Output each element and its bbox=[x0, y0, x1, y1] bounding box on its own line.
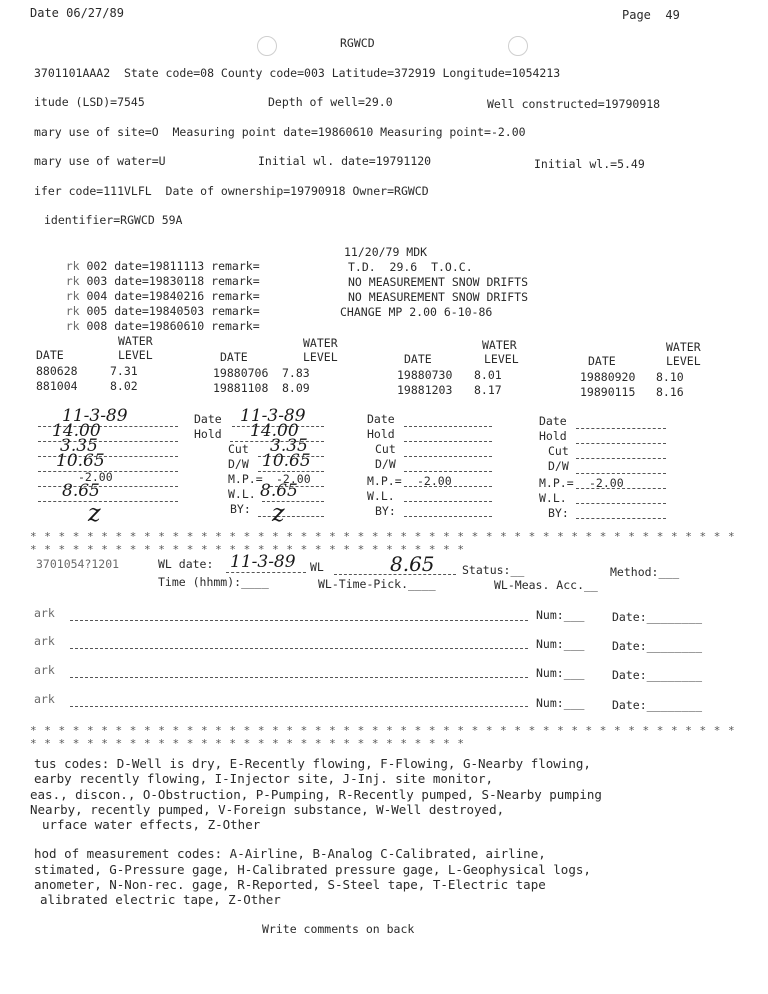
hand-cut[interactable]: 3.35 bbox=[270, 436, 308, 456]
legend-line: tus codes: D-Well is dry, E-Recently flowing, F-Flowing, G-Nearby flowing, bbox=[34, 756, 591, 771]
cut-field[interactable] bbox=[576, 458, 666, 459]
by-label: BY: bbox=[230, 502, 251, 516]
hold-label: Hold bbox=[539, 429, 567, 443]
hand-by[interactable]: z bbox=[272, 499, 285, 527]
remark-row: rk 008 date=19860610 remark= bbox=[65, 319, 260, 333]
remark-entry-num: Num:___ bbox=[536, 637, 585, 651]
remark-entry-date: Date:________ bbox=[612, 668, 703, 682]
wl-field[interactable] bbox=[404, 501, 492, 502]
footer-note: Write comments on back bbox=[262, 922, 415, 936]
dw-field[interactable] bbox=[576, 473, 666, 474]
remark-label: remark= bbox=[211, 289, 260, 303]
hand-by[interactable]: z bbox=[88, 499, 101, 527]
site-line-3: mary use of site=O Measuring point date=19860610 Measuring point=-2.00 bbox=[34, 125, 526, 139]
level-value: 8.09 bbox=[282, 381, 310, 395]
remark-date: 19830118 bbox=[148, 274, 205, 288]
remark-num: 005 bbox=[86, 304, 108, 318]
remark-entry-num: Num:___ bbox=[536, 666, 585, 680]
by-field[interactable] bbox=[576, 518, 666, 519]
site-identifier: identifier=RGWCD 59A bbox=[44, 213, 183, 227]
remark-entry-field[interactable] bbox=[70, 706, 528, 707]
mp-value: -2.00 bbox=[417, 474, 452, 488]
remark-date: 19840216 bbox=[148, 289, 205, 303]
agency-title: RGWCD bbox=[340, 36, 375, 50]
mp-label: M.P.= bbox=[539, 476, 574, 490]
by-field[interactable] bbox=[404, 516, 492, 517]
level-date: 19881108 bbox=[213, 381, 269, 395]
col-header-level: LEVEL bbox=[666, 354, 701, 368]
level-value: 7.31 bbox=[110, 364, 138, 378]
legend-line: eas., discon., O-Obstruction, P-Pumping, R-Recently pumped, S-Nearby pumping bbox=[30, 787, 602, 802]
hand-date[interactable]: 11-3-89 bbox=[240, 406, 306, 426]
hand-cut[interactable]: 3.35 bbox=[60, 436, 98, 456]
entry-site-id: 3701054?1201 bbox=[36, 557, 120, 571]
well-depth: Depth of well=29.0 bbox=[268, 95, 393, 109]
remark-label: remark= bbox=[211, 274, 260, 288]
page-number: Page 49 bbox=[622, 8, 680, 22]
remark-entry-date: Date:________ bbox=[612, 610, 703, 624]
remark-prefix: rk bbox=[65, 274, 80, 288]
time-label: Time (hhmm):____ bbox=[158, 575, 269, 589]
by-label: BY: bbox=[375, 504, 396, 518]
wl-time-pick-label: WL-Time-Pick.____ bbox=[318, 577, 436, 591]
initial-wl-date: Initial wl. date=19791120 bbox=[258, 154, 432, 168]
site-line-1: 3701101AAA2 State code=08 County code=003 Latitude=372919 Longitude=1054213 bbox=[34, 66, 561, 80]
col-header-level: LEVEL bbox=[484, 352, 519, 366]
col-header-water: WATER bbox=[303, 336, 338, 350]
mp-field[interactable] bbox=[576, 488, 666, 489]
water-use: mary use of water=U bbox=[34, 154, 166, 168]
dw-field[interactable] bbox=[404, 471, 492, 472]
report-date: Date 06/27/89 bbox=[30, 6, 124, 20]
remark-row: rk 005 date=19840503 remark= bbox=[65, 304, 260, 318]
binder-hole-right bbox=[508, 36, 528, 56]
remark-entry-num: Num:___ bbox=[536, 608, 585, 622]
date-field[interactable] bbox=[576, 428, 666, 429]
mp-label: M.P.= bbox=[228, 472, 263, 486]
wl-field[interactable] bbox=[576, 503, 666, 504]
col-header-water: WATER bbox=[118, 334, 153, 348]
remark-prefix: rk bbox=[65, 289, 80, 303]
mp-label: M.P.= bbox=[367, 474, 402, 488]
col-header-date: DATE bbox=[220, 350, 248, 364]
remark-row: rk 004 date=19840216 remark= bbox=[65, 289, 260, 303]
legend-line: alibrated electric tape, Z-Other bbox=[40, 892, 281, 907]
mp-value: -2.00 bbox=[589, 476, 624, 490]
wl-meas-acc-label: WL-Meas. Acc.__ bbox=[494, 578, 598, 592]
hand-wl[interactable]: 8.65 bbox=[62, 481, 100, 501]
remark-text: NO MEASUREMENT SNOW DRIFTS bbox=[348, 290, 529, 304]
by-label: BY: bbox=[548, 506, 569, 520]
col-header-date: DATE bbox=[36, 348, 64, 362]
remark-text: 11/20/79 MDK bbox=[344, 245, 428, 259]
level-value: 7.83 bbox=[282, 366, 310, 380]
remark-entry-prefix: ark bbox=[34, 606, 55, 620]
mp-field[interactable] bbox=[404, 486, 492, 487]
remark-entry-prefix: ark bbox=[34, 663, 55, 677]
hand-dw[interactable]: 10.65 bbox=[262, 451, 311, 471]
binder-hole-left bbox=[257, 36, 277, 56]
remark-entry-prefix: ark bbox=[34, 634, 55, 648]
remark-prefix: rk bbox=[65, 319, 80, 333]
remark-text: T.D. 29.6 T.O.C. bbox=[348, 260, 473, 274]
dw-label: D/W bbox=[228, 457, 249, 471]
cut-label: Cut bbox=[228, 442, 249, 456]
separator: * * * * * * * * * * * * * * * * * * * * * * * * * * * * * * * * * * * * * * * * * * * * * * * * * * * * * * * * * * * * * * * * * * * * * * * * * * * * * * * * * bbox=[30, 724, 736, 750]
level-date: 19880706 bbox=[213, 366, 269, 380]
remark-text: CHANGE MP 2.00 6-10-86 bbox=[340, 305, 493, 319]
date-label: Date bbox=[539, 414, 567, 428]
level-date: 881004 bbox=[36, 379, 78, 393]
wl-date-label: WL date: bbox=[158, 557, 214, 571]
hand-wl-value[interactable]: 8.65 bbox=[390, 552, 435, 576]
level-date: 880628 bbox=[36, 364, 78, 378]
wl-label: W.L. bbox=[228, 487, 256, 501]
remark-num: 004 bbox=[86, 289, 108, 303]
remark-label: remark= bbox=[211, 304, 260, 318]
col-header-date: DATE bbox=[404, 352, 432, 366]
remark-date: 19840503 bbox=[148, 304, 205, 318]
level-value: 8.16 bbox=[656, 385, 684, 399]
level-date: 19880920 bbox=[580, 370, 636, 384]
remark-date: 19860610 bbox=[148, 319, 205, 333]
wl-label: WL bbox=[310, 560, 324, 574]
hold-field[interactable] bbox=[576, 443, 666, 444]
mp-value: -2.00 bbox=[276, 472, 311, 486]
remark-num: 002 bbox=[86, 259, 108, 273]
level-date: 19890115 bbox=[580, 385, 636, 399]
legend-line: hod of measurement codes: A-Airline, B-Analog C-Calibrated, airline, bbox=[34, 846, 546, 861]
dw-label: D/W bbox=[375, 457, 396, 471]
level-date: 19881203 bbox=[397, 383, 453, 397]
remark-row: rk 003 date=19830118 remark= bbox=[65, 274, 260, 288]
mp-value: -2.00 bbox=[78, 470, 113, 484]
legend-line: stimated, G-Pressure gage, H-Calibrated pressure gage, L-Geophysical logs, bbox=[34, 862, 591, 877]
hand-date[interactable]: 11-3-89 bbox=[62, 406, 128, 426]
date-field[interactable] bbox=[404, 426, 492, 427]
dw-label: D/W bbox=[548, 459, 569, 473]
legend-line: Nearby, recently pumped, V-Foreign substance, W-Well destroyed, bbox=[30, 802, 505, 817]
remark-entry-field[interactable] bbox=[70, 648, 528, 649]
remark-text: NO MEASUREMENT SNOW DRIFTS bbox=[348, 275, 529, 289]
col-header-level: LEVEL bbox=[118, 348, 153, 362]
remark-entry-field[interactable] bbox=[70, 677, 528, 678]
status-label: Status:__ bbox=[462, 563, 525, 577]
level-date: 19880730 bbox=[397, 368, 453, 382]
date-label: Date bbox=[367, 412, 395, 426]
remark-row: rk 002 date=19811113 remark= bbox=[65, 259, 260, 273]
remark-entry-num: Num:___ bbox=[536, 696, 585, 710]
level-value: 8.10 bbox=[656, 370, 684, 384]
well-constructed: Well constructed=19790918 bbox=[487, 97, 661, 111]
cut-label: Cut bbox=[548, 444, 569, 458]
cut-label: Cut bbox=[375, 442, 396, 456]
remark-num: 008 bbox=[86, 319, 108, 333]
remark-entry-date: Date:________ bbox=[612, 639, 703, 653]
remark-num: 003 bbox=[86, 274, 108, 288]
col-header-date: DATE bbox=[588, 354, 616, 368]
remark-label: remark= bbox=[211, 259, 260, 273]
legend-line: anometer, N-Non-rec. gage, R-Reported, S-Steel tape, T-Electric tape bbox=[34, 877, 546, 892]
remark-date: 19811113 bbox=[148, 259, 205, 273]
site-line-5: ifer code=111VLFL Date of ownership=19790918 Owner=RGWCD bbox=[34, 184, 429, 198]
date-label: Date bbox=[194, 412, 222, 426]
hand-wl-date[interactable]: 11-3-89 bbox=[230, 552, 296, 572]
col-header-level: LEVEL bbox=[303, 350, 338, 364]
remark-entry-field[interactable] bbox=[70, 620, 528, 621]
col-header-water: WATER bbox=[666, 340, 701, 354]
level-value: 8.01 bbox=[474, 368, 502, 382]
hold-field[interactable] bbox=[404, 441, 492, 442]
hand-hold[interactable]: 14.00 bbox=[52, 421, 101, 441]
remark-label: remark= bbox=[211, 319, 260, 333]
legend-line: urface water effects, Z-Other bbox=[42, 817, 261, 832]
remark-entry-date: Date:________ bbox=[612, 698, 703, 712]
remark-prefix: rk bbox=[65, 259, 80, 273]
hold-label: Hold bbox=[367, 427, 395, 441]
level-value: 8.02 bbox=[110, 379, 138, 393]
remark-entry-prefix: ark bbox=[34, 692, 55, 706]
remark-prefix: rk bbox=[65, 304, 80, 318]
hand-hold[interactable]: 14.00 bbox=[250, 421, 299, 441]
method-label: Method:___ bbox=[610, 565, 680, 579]
wl-label: W.L. bbox=[539, 491, 567, 505]
level-value: 8.17 bbox=[474, 383, 502, 397]
col-header-water: WATER bbox=[482, 338, 517, 352]
legend-line: earby recently flowing, I-Injector site, J-Inj. site monitor, bbox=[34, 771, 494, 786]
cut-field[interactable] bbox=[404, 456, 492, 457]
altitude: itude (LSD)=7545 bbox=[34, 95, 145, 109]
initial-wl: Initial wl.=5.49 bbox=[534, 157, 645, 171]
separator: * * * * * * * * * * * * * * * * * * * * * * * * * * * * * * * * * * * * * * * * * * * * * * * * * * * * * * * * * * * * * * * * * * * * * * * * * * * * * * * * * bbox=[30, 530, 736, 556]
hand-wl[interactable]: 8.65 bbox=[260, 481, 298, 501]
hand-dw[interactable]: 10.65 bbox=[56, 451, 105, 471]
wl-label: W.L. bbox=[367, 489, 395, 503]
hold-label: Hold bbox=[194, 427, 222, 441]
